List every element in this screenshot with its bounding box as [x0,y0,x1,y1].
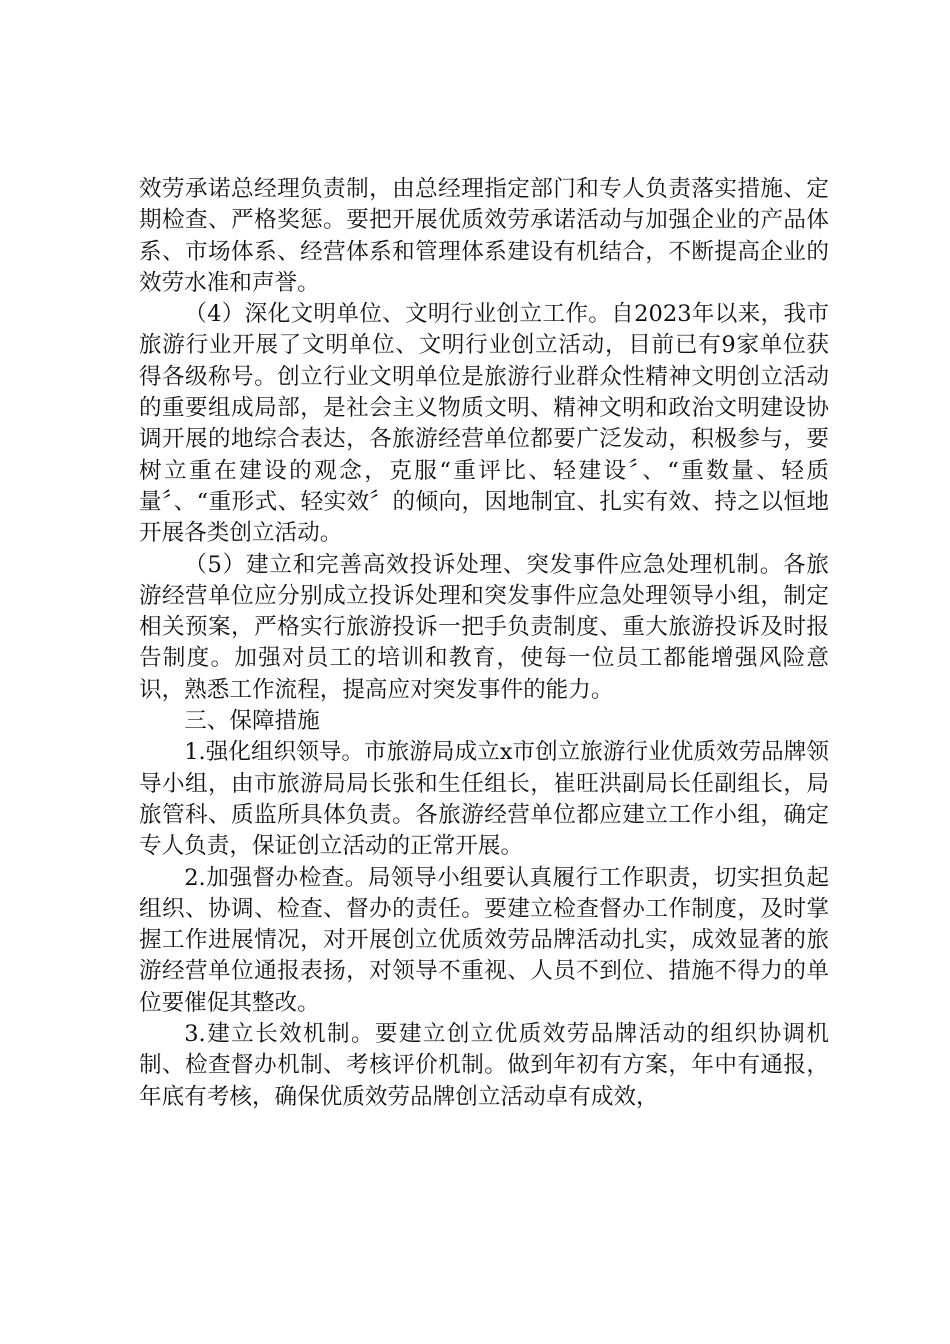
document-body [139,174,829,1113]
paragraph-civilized-units: （4）深化文明单位、文明行业创立工作。自2023年以来，我市旅游行业开展了文明单位、文明行业创立活动，目前已有9家单位获得各级称号。创立行业文明单位是旅游行业群众性精神文明创立活动的重要组成局部，是社会主义物质文明、精神文明和政治文明建设协调开展的地综合表达，各旅游经营单位都要广泛发动，积极参与，要树立重在建设的观念，克服“重评比、轻建设〞、“重数量、轻质量〞、“重形式、轻实效〞的倾向，因地制宜、扎实有效、持之以恒地开展各类创立活动。 [139,301,829,547]
paragraph-supervision-inspection: 2.加强督办检查。局领导小组要认真履行工作职责，切实担负起组织、协调、检查、督办的责任。要建立检查督办工作制度，及时掌握工作进展情况，对开展创立优质效劳品牌活动扎实，成效显著的旅游经营单位通报表扬，对领导不重视、人员不到位、措施不得力的单位要催促其整改。 [139,864,829,1016]
paragraph-long-term-mechanism: 3.建立长效机制。要建立创立优质效劳品牌活动的组织协调机制、检查督办机制、考核评价机制。做到年初有方案，年中有通报，年底有考核，确保优质效劳品牌创立活动卓有成效， [139,1021,829,1110]
paragraph-organization-leadership: 1.强化组织领导。市旅游局成立x市创立旅游行业优质效劳品牌领导小组，由市旅游局局长张和生任组长，崔旺洪副局长任副组长，局旅管科、质监所具体负责。各旅游经营单位都应建立工作小组，确定专人负责，保证创立活动的正常开展。 [139,739,829,860]
paragraph-service-commitment: 效劳承诺总经理负责制，由总经理指定部门和专人负责落实措施、定期检查、严格奖惩。要把开展优质效劳承诺活动与加强企业的产品体系、市场体系、经营体系和管理体系建设有机结合，不断提高企业的效劳水准和声誉。 [139,176,829,296]
section-heading-safeguards: 三、保障措施 [184,708,320,735]
paragraph-complaint-handling: （5）建立和完善高效投诉处理、突发事件应急处理机制。各旅游经营单位应分别成立投诉处理和突发事件应急处理领导小组，制定相关预案，严格实行旅游投诉一把手负责制度、重大旅游投诉及时报告制度。加强对员工的培训和教育，使每一位员工都能增强风险意识，熟悉工作流程，提高应对突发事件的能力。 [139,551,829,703]
